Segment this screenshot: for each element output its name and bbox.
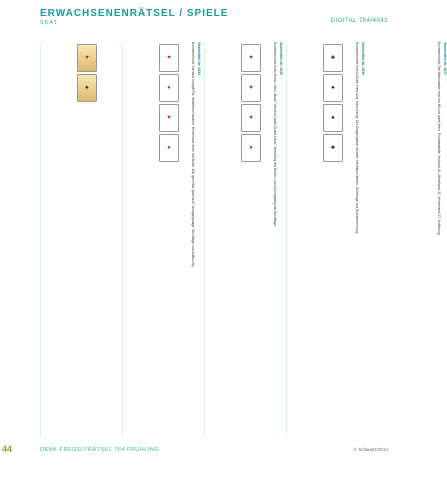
card-diamonds: ♦	[241, 134, 261, 162]
column-text: Kurzbeschrieb: Vorhand trumpft Pik, Mittelhand bedient, Hinterhand sticht mit Bube. Wie geht das Spiel aus? Ausgangslage, Stichfolge und Auflösung.	[190, 42, 195, 268]
card-hearts: ♥	[241, 44, 261, 72]
column-title: Skatkniffel-Nr. 3537	[443, 42, 447, 76]
card-queen-hearts: ♥	[77, 44, 97, 72]
puzzle-column-2	[122, 42, 283, 437]
card-hearts: ♥	[159, 44, 179, 72]
card-group	[323, 44, 363, 162]
puzzle-column-1	[40, 42, 201, 437]
card-jack-spades: ♠	[77, 74, 97, 102]
footer-copyright: © Schwartz/2014	[353, 447, 388, 452]
card-clubs: ♣	[323, 134, 343, 162]
column-title: Skatkniffel-Nr. 3535	[279, 42, 283, 76]
column-text: Kurzbeschrieb: Karo-Kreuz, Herz, Bube. Vorhand spielt Grand Hand. Verteilung der Karten und Lösungsweg mit Stichfolge.	[272, 42, 277, 227]
card-clubs: ♣	[323, 44, 343, 72]
card-group	[159, 44, 199, 162]
card-spades: ♠	[323, 104, 343, 132]
page-header	[40, 8, 388, 26]
puzzle-column-3	[204, 42, 365, 437]
card-group	[77, 44, 117, 102]
card-diamonds: ♦	[159, 134, 179, 162]
page-number: 44	[2, 444, 13, 454]
puzzle-column-4	[286, 42, 447, 437]
card-hearts: ♥	[241, 74, 261, 102]
page-footer	[0, 441, 400, 463]
card-diamonds: ♦	[159, 74, 179, 102]
column-text: Kurzbeschrieb: Der Alleinspieler reizt bis 48 und spielt Herz. Punktetabelle: Vorhand 61, Mittelhand 32, Hinterhand 27. Auflösung.	[436, 42, 441, 236]
issue-label: DIGITAL 764/4042	[330, 18, 388, 24]
footer-publication: DENK-FREIZEITRÄTSEL 764 FRÜHLING	[40, 447, 160, 453]
card-hearts: ♥	[159, 104, 179, 132]
page-title: ERWACHSENENRÄTSEL / SPIELE	[40, 8, 229, 19]
card-hearts: ♥	[241, 104, 261, 132]
column-text: Kurzbeschrieb: Kreuz-Bube, Herz-Ass, Karo-König. Die Gegenspieler müssen die Bilanz klären. Stichfolge und Endabrechnung.	[354, 42, 359, 235]
page-subtitle: SKAT	[40, 20, 58, 26]
card-group	[241, 44, 281, 162]
card-spades: ♠	[323, 74, 343, 102]
column-title: Skatkniffel-Nr. 3536	[361, 42, 365, 76]
column-title: Skatkniffel-Nr. 3534	[197, 42, 201, 76]
